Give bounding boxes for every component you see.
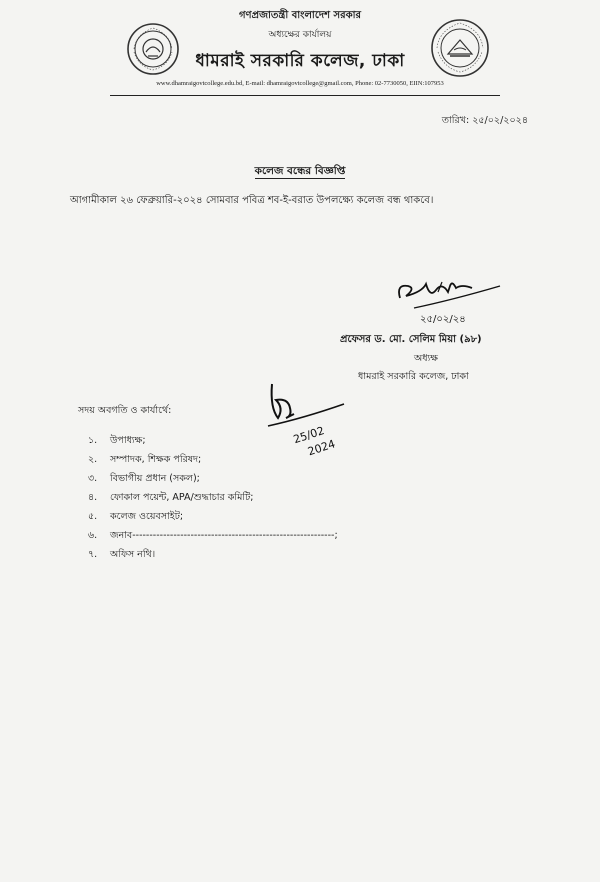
- list-item: ৪. ফোকাল পয়েন্ট, APA/শুদ্ধাচার কমিটি;: [88, 492, 254, 503]
- signatory-name: প্রফেসর ড. মো. সেলিম মিয়া (৯৮): [340, 334, 482, 345]
- handwritten-date-line1: 25/02: [291, 424, 326, 447]
- distribution-list: [88, 434, 338, 567]
- header-divider: [110, 95, 500, 96]
- notice-title: [0, 164, 600, 181]
- notice-body: আগামীকাল ২৬ ফেব্রুয়ারি-২০২৪ সোমবার পবিত্র শব-ই-বরাত উপলক্ষ্যে কলেজ বন্ধ থাকবে।: [70, 195, 434, 206]
- principal-signature-date: ২৫/০২/২৪: [420, 314, 466, 325]
- list-item: ১. উপাধ্যক্ষ;: [88, 435, 146, 446]
- list-item: ৫. কলেজ ওয়েবসাইট;: [88, 511, 184, 522]
- contact-info: www.dhamraigovtcollege.edu.bd, E-mail: dhamraigovtcollege@gmail.com, Phone: 02-7730050, EIIN:107953: [156, 80, 444, 87]
- list-item: ২. সম্পাদক, শিক্ষক পরিষদ;: [88, 454, 202, 465]
- principal-signature-icon: [392, 278, 502, 328]
- government-title: গণপ্রজাতন্ত্রী বাংলাদেশ সরকার: [239, 10, 361, 21]
- office-title: অধ্যক্ষের কার্যালয়: [268, 30, 332, 40]
- handwritten-date-line2: 2024: [306, 437, 337, 458]
- college-name: ধামরাই সরকারি কলেজ, ঢাকা: [195, 51, 405, 71]
- distribution-heading: সদয় অবগতি ও কার্যার্থে:: [78, 405, 172, 416]
- list-item: ৭. অফিস নথি।: [88, 549, 156, 560]
- notice-date: তারিখ: ২৫/০২/২০২৪: [441, 115, 528, 126]
- list-item: ৬. জনাব-----------------------------------------------------------;: [88, 530, 338, 541]
- signatory-title: অধ্যক্ষ: [414, 353, 439, 364]
- list-item: ৩. বিভাগীয় প্রধান (সকল);: [88, 473, 200, 484]
- signatory-organization: ধামরাই সরকারি কলেজ, ঢাকা: [358, 371, 469, 382]
- notice-title-text: কলেজ বন্ধের বিজ্ঞপ্তি: [254, 165, 346, 177]
